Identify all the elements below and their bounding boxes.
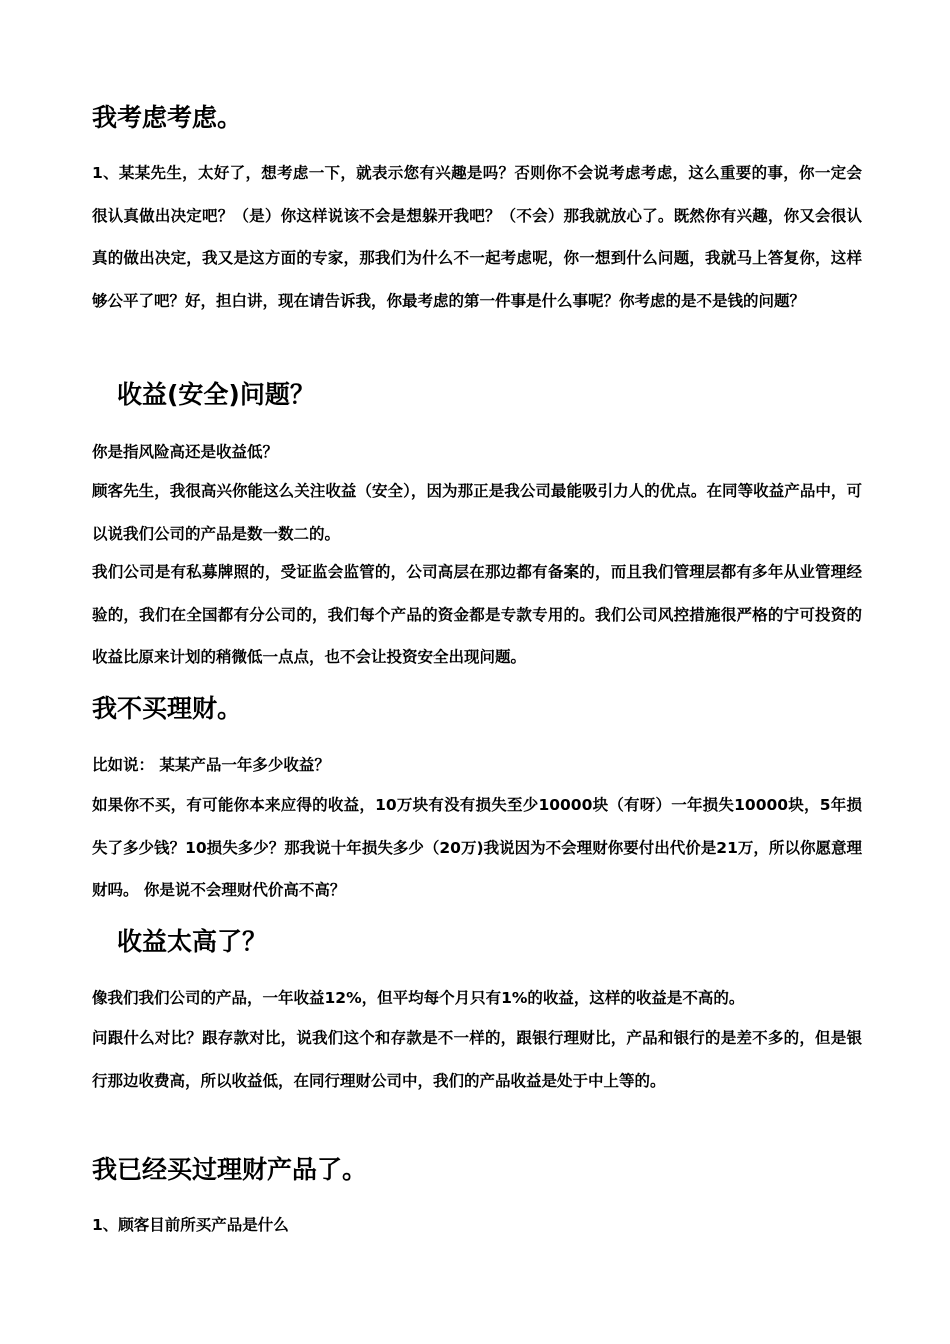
paragraph-not-buy-1: 比如说： 某某产品一年多少收益？: [92, 756, 330, 774]
paragraph-too-high-2: 问跟什么对比？跟存款对比，说我们这个和存款是不一样的，跟银行理财比，产品和银行的是差不多的，但是银行那边收费高，所以收益低，在同行理财公司中，我们的产品收益是处于中上等的。: [92, 1029, 862, 1090]
paragraph-return-safety-3: 我们公司是有私募牌照的，受证监会监管的，公司高层在那边都有备案的，而且我们管理层都有多年从业管理经验的，我们在全国都有分公司的，我们每个产品的资金都是专款专用的。我们公司风控措施很严格的宁可投资的收益比原来计划的稍微低一点点，也不会让投资安全出现问题。: [92, 563, 862, 666]
heading-already-bought: 我已经买过理财产品了。: [92, 1155, 368, 1184]
paragraph-return-safety-2: 顾客先生，我很高兴你能这么关注收益（安全），因为那正是我公司最能吸引力人的优点。在同等收益产品中，可以说我们公司的产品是数一数二的。: [92, 482, 862, 543]
heading-not-buy: 我不买理财。: [92, 694, 243, 723]
paragraph-return-safety-1: 你是指风险高还是收益低？: [92, 443, 279, 461]
heading-consider: 我考虑考虑。: [92, 103, 243, 132]
paragraph-not-buy-2: 如果你不买，有可能你本来应得的收益，10万块有没有损失至少10000块（有呀）一年损失10000块，5年损失了多少钱？10损失多少？那我说十年损失多少（20万)我说因为不会理财你要付出代价是21万，所以你愿意理财吗。 你是说不会理财代价高不高？: [92, 796, 862, 899]
paragraph-already-bought-1: 1、顾客目前所买产品是什么: [92, 1216, 289, 1234]
paragraph-consider-1: 1、某某先生，太好了，想考虑一下，就表示您有兴趣是吗？否则你不会说考虑考虑，这么重要的事，你一定会很认真做出决定吧？（是）你这样说该不会是想躲开我吧？（不会）那我就放心了。既然你有兴趣，你又会很认真的做出决定，我又是这方面的专家，那我们为什么不一起考虑呢，你一想到什么问题，我就马上答复你，这样够公平了吧？好，担白讲，现在请告诉我，你最考虑的第一件事是什么事呢？你考虑的是不是钱的问题？: [92, 164, 862, 310]
heading-return-safety: 收益(安全)问题？: [117, 380, 315, 409]
paragraph-too-high-1: 像我们我们公司的产品，一年收益12%，但平均每个月只有1%的收益，这样的收益是不高的。: [92, 989, 745, 1007]
heading-too-high: 收益太高了？: [117, 927, 268, 956]
